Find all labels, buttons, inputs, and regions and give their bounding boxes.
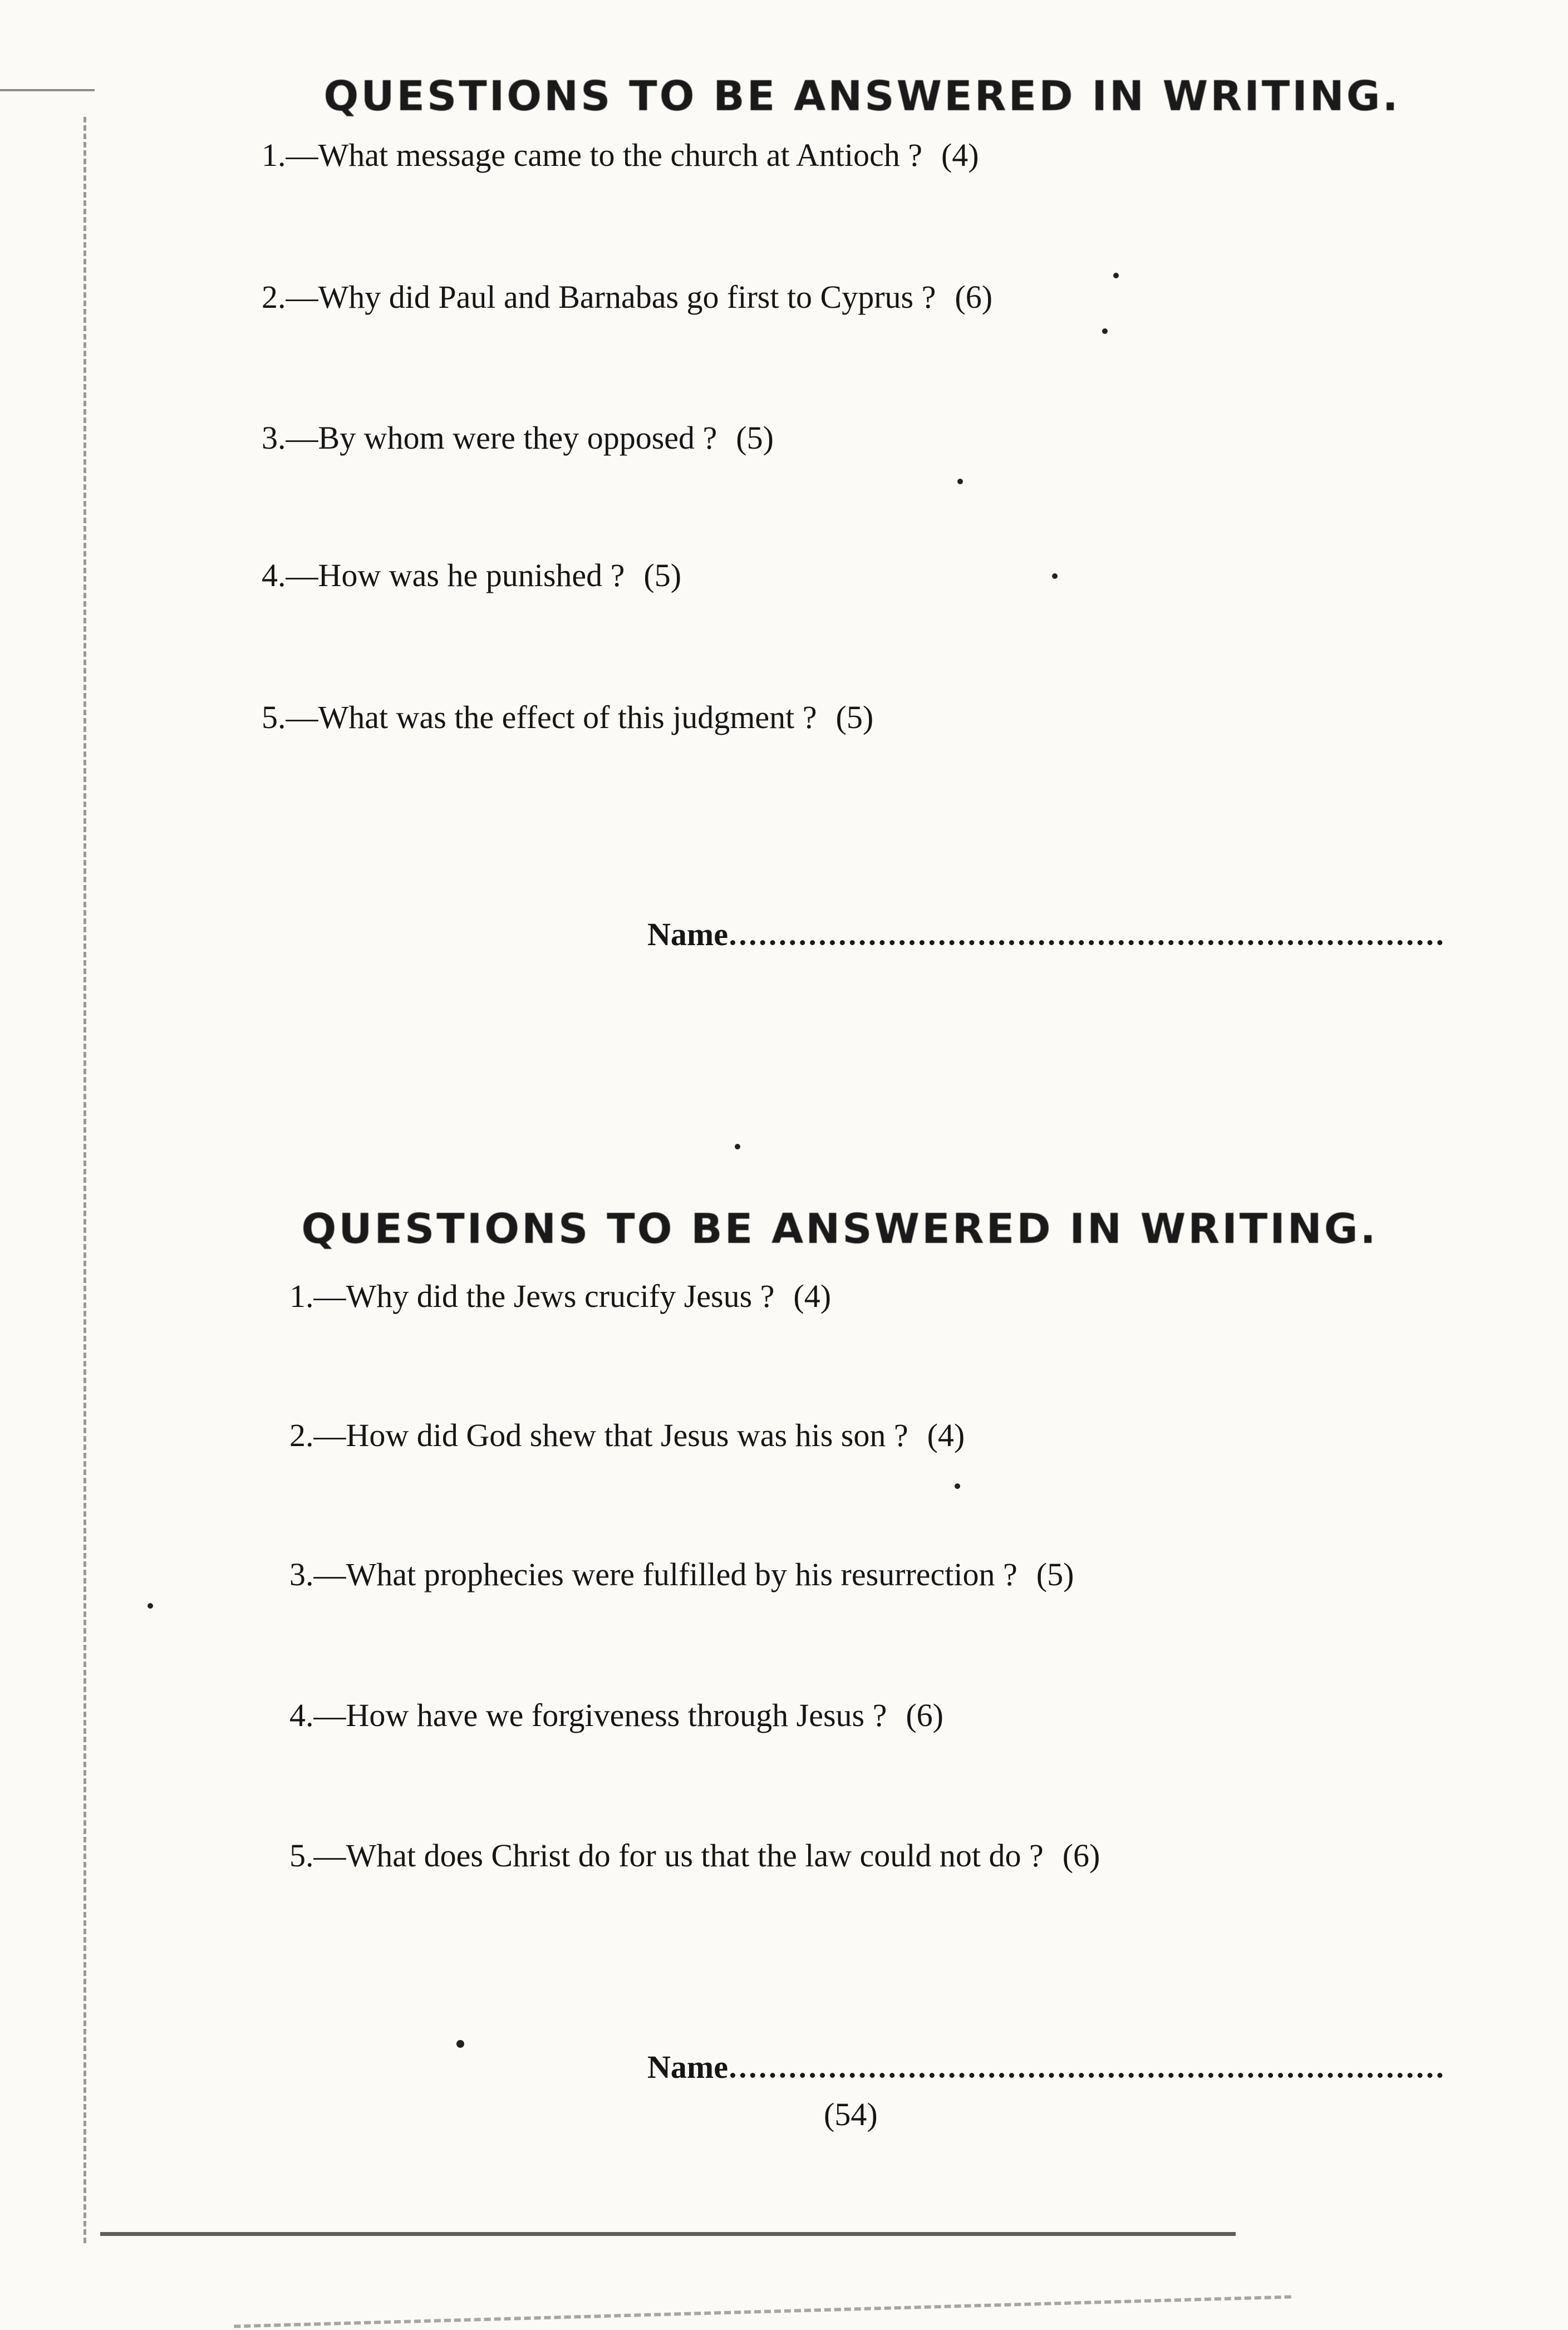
section1-question-5 (262, 701, 873, 734)
scan-edge (234, 2295, 1291, 2328)
question-marks: (6) (955, 279, 993, 315)
speck (955, 1483, 960, 1489)
question-number: 3.— (262, 420, 318, 456)
section2-heading: QUESTIONS TO BE ANSWERED IN WRITING. (301, 1205, 1378, 1253)
speck (1113, 273, 1119, 278)
question-number: 2.— (289, 1417, 346, 1453)
question-number: 5.— (289, 1837, 346, 1874)
question-number: 4.— (262, 557, 318, 593)
speck (1102, 328, 1108, 334)
speck (148, 1603, 153, 1609)
question-marks: (6) (906, 1697, 943, 1733)
bottom-rule (100, 2232, 1236, 2236)
question-text: What message came to the church at Antioch ? (318, 137, 922, 173)
name-label: Name (647, 2049, 728, 2085)
question-marks: (4) (793, 1278, 832, 1314)
page-number: (54) (824, 2096, 878, 2132)
name-blank[interactable] (730, 2067, 1443, 2078)
question-number: 4.— (289, 1697, 346, 1733)
question-text: Why did the Jews crucify Jesus ? (346, 1278, 775, 1314)
question-marks: (5) (736, 420, 774, 456)
section2-name-line[interactable] (647, 2048, 1443, 2086)
section2-question-1 (289, 1280, 831, 1313)
section2-question-2 (289, 1419, 965, 1452)
question-text: How have we forgiveness through Jesus ? (346, 1697, 887, 1733)
question-marks: (5) (835, 699, 874, 735)
question-text: What was the effect of this judgment ? (318, 699, 817, 735)
section2-question-3 (289, 1556, 1074, 1592)
question-number: 3.— (289, 1556, 346, 1592)
question-text: How was he punished ? (318, 557, 625, 593)
question-marks: (4) (941, 137, 979, 173)
question-text: What prophecies were fulfilled by his resurrection ? (346, 1556, 1018, 1592)
question-marks: (5) (1036, 1556, 1074, 1592)
section2-question-5 (289, 1837, 1100, 1874)
speck (1052, 573, 1058, 579)
question-number: 2.— (262, 279, 318, 315)
question-text: Why did Paul and Barnabas go first to Cyprus ? (318, 279, 936, 315)
binding-edge (83, 117, 91, 2243)
question-number: 1.— (289, 1278, 346, 1314)
question-text: How did God shew that Jesus was his son ? (346, 1417, 908, 1453)
section1-question-3 (262, 422, 774, 454)
question-text: What does Christ do for us that the law could not do ? (346, 1837, 1044, 1874)
question-number: 1.— (262, 137, 318, 173)
question-marks: (6) (1062, 1837, 1100, 1874)
section1-heading: QUESTIONS TO BE ANSWERED IN WRITING. (323, 72, 1400, 120)
speck (735, 1144, 740, 1149)
name-label: Name (647, 916, 728, 952)
section2-question-4 (289, 1699, 943, 1732)
section1-question-4 (262, 559, 681, 592)
section1-name-line[interactable] (647, 916, 1443, 953)
question-number: 5.— (262, 699, 318, 735)
speck (957, 479, 963, 484)
section1-question-1 (262, 139, 979, 171)
name-blank[interactable] (730, 935, 1443, 945)
speck (456, 2040, 464, 2048)
question-text: By whom were they opposed ? (318, 420, 717, 456)
question-marks: (5) (643, 557, 682, 593)
question-marks: (4) (927, 1417, 965, 1453)
section1-question-2 (262, 281, 992, 313)
